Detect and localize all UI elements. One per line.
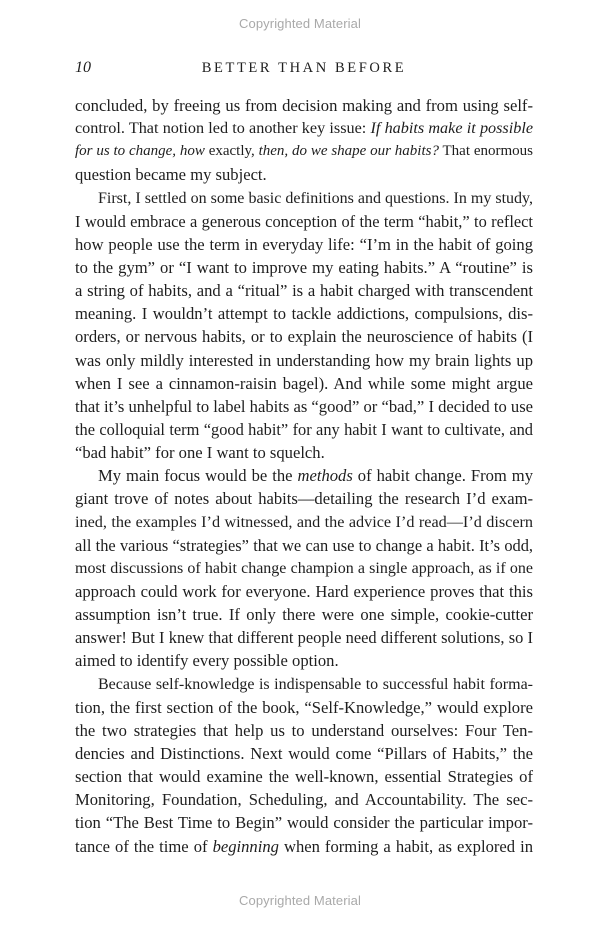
text-line bbox=[75, 256, 533, 279]
page-number: 10 bbox=[75, 59, 91, 76]
italic-text: methods bbox=[297, 466, 353, 486]
text-line bbox=[75, 742, 533, 765]
copyright-watermark-top: Copyrighted Material bbox=[239, 16, 361, 31]
text-run: meaning. I wouldn’t attempt to tackle addictions, compulsions, dis- bbox=[75, 304, 533, 324]
text-run: My main focus would be the bbox=[98, 466, 298, 486]
text-line bbox=[75, 441, 533, 464]
text-line bbox=[75, 464, 533, 487]
text-run: I would embrace a generous conception of the term “habit,” to reflect bbox=[75, 211, 533, 231]
text-run: a string of habits, and a “ritual” is a habit charged with transcendent bbox=[75, 281, 533, 301]
text-run: approach could work for everyone. Hard experience proves that this bbox=[75, 581, 533, 601]
italic-text: If habits make it possible bbox=[370, 119, 533, 138]
text-run: section that would examine the well-known, essential Strategies of bbox=[75, 767, 533, 787]
text-line bbox=[75, 325, 533, 348]
text-line bbox=[75, 279, 533, 302]
text-run: control. That notion led to another key issue: bbox=[75, 119, 371, 138]
text-run: all the various “strategies” that we can use to change a habit. It’s odd, bbox=[75, 535, 533, 555]
text-run: aimed to identify every possible option. bbox=[75, 651, 339, 671]
text-run: exactly, bbox=[204, 143, 259, 160]
text-run: question became my subject. bbox=[75, 165, 267, 185]
text-line bbox=[75, 673, 533, 696]
text-line bbox=[75, 557, 533, 580]
text-run: when forming a habit, as explored in bbox=[278, 836, 534, 856]
text-line bbox=[75, 580, 533, 603]
text-run: That enormous bbox=[438, 143, 533, 160]
italic-text: then, do we shape our habits? bbox=[258, 143, 439, 160]
running-head: BETTER THAN BEFORE bbox=[201, 60, 407, 76]
text-line bbox=[75, 349, 533, 372]
text-run: “bad habit” for one I want to squelch. bbox=[75, 443, 325, 463]
text-run: ined, the examples I’d witnessed, and the advice I’d read—I’d discern bbox=[75, 512, 533, 531]
text-line bbox=[75, 94, 533, 117]
text-line bbox=[75, 163, 533, 186]
text-run: most discussions of habit change champion a single approach, as if one bbox=[75, 559, 533, 577]
text-run: tance of the time of bbox=[75, 836, 213, 856]
text-run: answer! But I knew that different people need different solutions, so I bbox=[75, 628, 533, 648]
text-run: to the gym” or “I want to improve my eating habits.” A “routine” is bbox=[75, 257, 533, 277]
text-run: was only mildly interested in understanding how my brain lights up bbox=[75, 350, 533, 370]
text-run: Monitoring, Foundation, Scheduling, and Accountability. The sec- bbox=[75, 790, 533, 810]
text-run: orders, or nervous habits, or to explain the neuroscience of habits (I bbox=[75, 327, 533, 347]
text-line bbox=[75, 788, 533, 811]
text-line bbox=[75, 511, 533, 534]
text-line bbox=[75, 811, 533, 834]
text-run: concluded, by freeing us from decision making and from using self- bbox=[75, 96, 533, 115]
text-run: that it’s unhelpful to label habits as “good” or “bad,” I decided to use bbox=[75, 396, 534, 416]
text-line bbox=[75, 302, 533, 325]
text-run: assumption isn’t true. If only there were one simple, cookie-cutter bbox=[75, 605, 533, 625]
text-line bbox=[75, 210, 533, 233]
text-line bbox=[75, 140, 533, 163]
text-run: when I see a cinnamon-raisin bagel). And while some might argue bbox=[75, 373, 533, 393]
text-line bbox=[75, 835, 533, 858]
text-line bbox=[75, 765, 533, 788]
text-line bbox=[75, 372, 533, 395]
text-run: giant trove of notes about habits—detailing the research I’d exam- bbox=[75, 489, 533, 509]
text-run: tion “The Best Time to Begin” would consider the particular impor- bbox=[75, 813, 533, 833]
body-text bbox=[75, 94, 533, 858]
text-line bbox=[75, 649, 533, 672]
italic-text: for us to change, how bbox=[75, 143, 205, 160]
italic-text: beginning bbox=[212, 836, 279, 856]
text-line bbox=[75, 233, 533, 256]
text-run: First, I settled on some basic definitions and questions. In my study, bbox=[98, 189, 533, 207]
text-run: how people use the term in everyday life: “I’m in the habit of going bbox=[75, 234, 533, 254]
text-run: tion, the first section of the book, “Self-Knowledge,” would explore bbox=[75, 697, 533, 717]
text-line bbox=[75, 418, 533, 441]
text-run: dencies and Distinctions. Next would come “Pillars of Habits,” the bbox=[75, 743, 533, 763]
text-run: the two strategies that help us to understand ourselves: Four Ten- bbox=[75, 720, 533, 740]
text-line bbox=[75, 117, 533, 140]
text-line bbox=[75, 626, 533, 649]
text-run: of habit change. From my bbox=[352, 466, 534, 486]
text-run: the colloquial term “good habit” for any habit I want to cultivate, and bbox=[75, 419, 533, 439]
text-line bbox=[75, 395, 533, 418]
text-line bbox=[75, 696, 533, 719]
text-line bbox=[75, 534, 533, 557]
copyright-watermark-bottom: Copyrighted Material bbox=[239, 893, 361, 908]
text-line bbox=[75, 487, 533, 510]
text-line bbox=[75, 187, 533, 210]
text-line bbox=[75, 719, 533, 742]
text-line bbox=[75, 603, 533, 626]
text-run: Because self-knowledge is indispensable to successful habit forma- bbox=[98, 675, 533, 693]
